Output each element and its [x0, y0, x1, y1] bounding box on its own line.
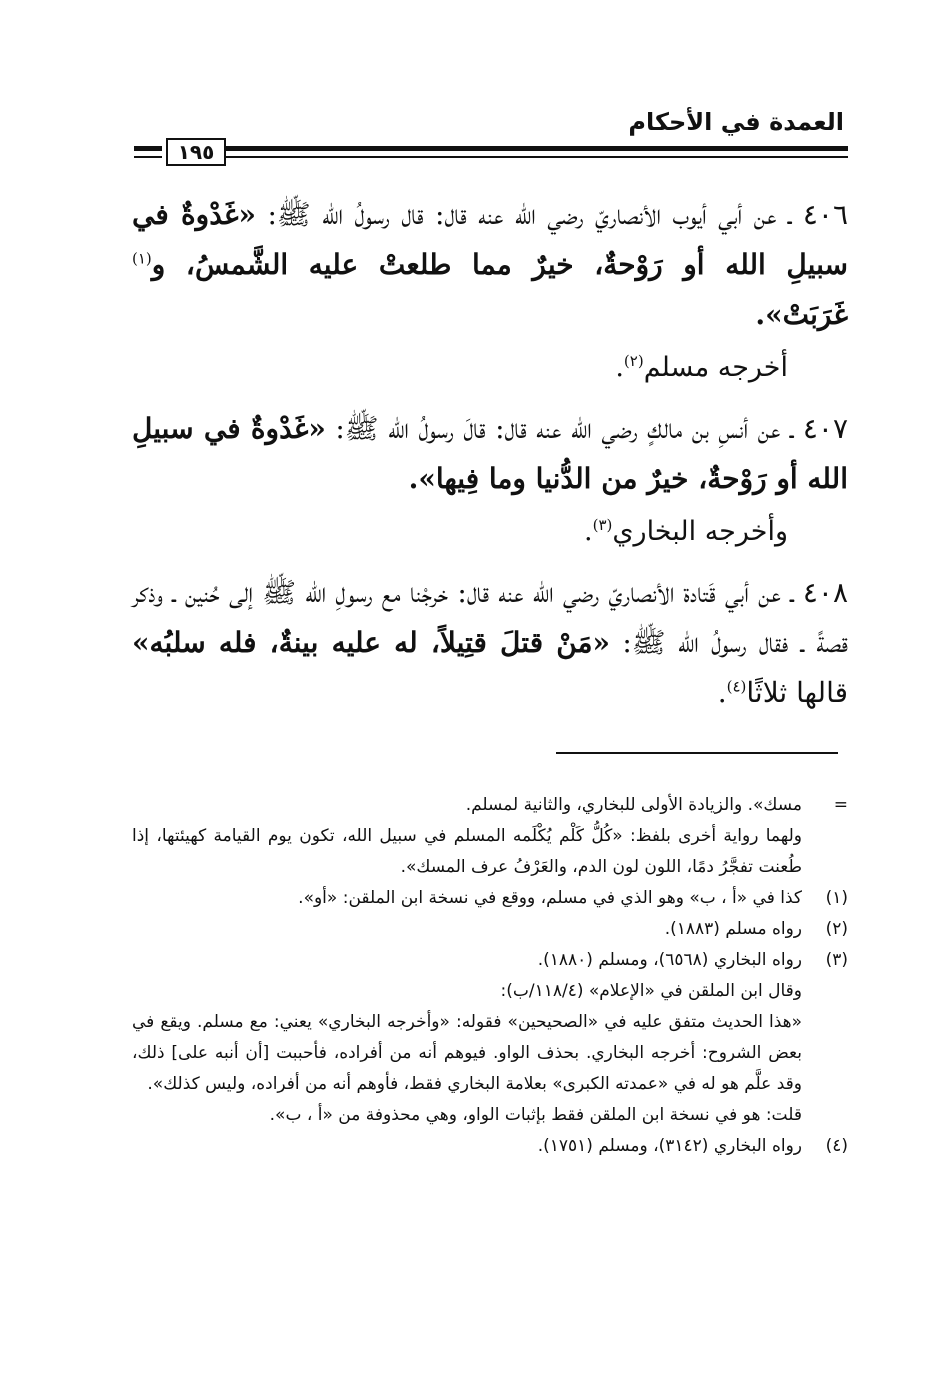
hadith-intro: ـ عن أنسِ بن مالكٍ رضي الله عنه قال: قالَ رسولُ الله ﷺ:	[325, 412, 803, 445]
footnote-3	[132, 945, 848, 976]
header-rule-left-thick	[134, 146, 162, 151]
footnote-marker: (٤)	[726, 677, 747, 696]
header-rule-left-thin	[134, 156, 162, 158]
takhrij-end: .	[615, 352, 624, 383]
footnote-marker: (١)	[132, 249, 152, 268]
hadith-number: ٤٠٨	[802, 576, 848, 609]
footnote-text: مسك». والزيادة الأولى للبخاري، والثانية لمسلم.	[465, 795, 802, 815]
hadith-tail-end: .	[717, 676, 727, 709]
footnote-marker: (٣)	[592, 516, 613, 534]
hadith-number: ٤٠٦	[802, 198, 848, 231]
page-header	[130, 102, 848, 164]
hadith-quote: «غَدْوةٌ في سبيلِ الله أو رَوْحةٌ، خيرٌ مما طلعتْ عليه الشَّمسُ، و	[132, 198, 848, 281]
footnote-2	[132, 914, 848, 945]
footnote-text: رواه البخاري (٦٥٦٨)، ومسلم (١٨٨٠).	[537, 950, 802, 970]
footnote-text: رواه مسلم (١٨٨٣).	[664, 919, 802, 939]
hadith-quote: «مَنْ قتلَ قتِيلاً، له عليه بينةٌ، فله سلبُه»	[132, 626, 611, 659]
footnote-mark: (٤)	[825, 1136, 848, 1156]
header-rule-thick	[226, 146, 848, 151]
takhrij-text: أخرجه مسلم	[643, 352, 788, 383]
header-rule-thin	[226, 156, 848, 158]
running-title: العمدة في الأحكام	[628, 108, 844, 136]
continuation-mark: =	[833, 795, 848, 815]
hadith-number: ٤٠٧	[802, 412, 848, 445]
hadith-quote-end: غَرَبَتْ».	[755, 298, 848, 331]
takhrij-406	[132, 346, 788, 390]
footnote-marker: (٢)	[623, 352, 644, 370]
footnote-text: «هذا الحديث متفق عليه في «الصحيحين» فقوله: «وأخرجه البخاري» يعني: مع مسلم. ويقع في بعض الشروح: أخرجه البخاري. بحذف الواو. فيوهم أنه من أفراده، فأحببت [أن أنبه على] ذلك، وقد علَّم هو له في «عمدته الكبرى» بعلامة البخاري فقط، فأوهم أنه من أفراده، وليس كذلك».	[132, 1012, 802, 1094]
footnote-continuation	[132, 790, 848, 821]
takhrij-407	[132, 510, 788, 554]
footnote-text: قلت: هو في نسخة ابن الملقن فقط بإثبات الواو، وهي محذوفة من «أ ، ب».	[269, 1105, 802, 1125]
hadith-intro: ـ عن أبي أيوب الأنصاريّ رضي الله عنه قال: قال رسولُ الله ﷺ:	[256, 198, 803, 231]
footnote-text: رواه البخاري (٣١٤٢)، ومسلم (١٧٥١).	[537, 1136, 802, 1156]
footnote-text: وقال ابن الملقن في «الإعلام» (١١٨/٤/ب):	[500, 981, 802, 1001]
footnote-4	[132, 1131, 848, 1162]
footnote-text: كذا في «أ ، ب» وهو الذي في مسلم، ووقع في نسخة ابن الملقن: «أو».	[298, 888, 802, 908]
footnotes	[132, 790, 848, 1162]
hadith-407	[132, 404, 848, 504]
main-text	[132, 190, 848, 732]
footnote-mark: (١)	[825, 888, 848, 908]
page-number: ١٩٥	[166, 138, 226, 166]
footnote-mark: (٣)	[825, 950, 848, 970]
hadith-quote: «غَدْوةٌ في سبيلِ الله أو رَوْحةٌ، خيرٌ من الدُّنيا وما فِيها».	[132, 412, 848, 495]
hadith-406	[132, 190, 848, 340]
hadith-intro: ـ عن أبي قَتادة الأنصاريّ رضي الله عنه قال: خرجْنا مع رسولِ الله ﷺ إلى حُنين ـ وذكر قصةً ـ فقال رسولُ الله ﷺ:	[132, 576, 848, 659]
footnote-text: ولهما رواية أخرى بلفظ: «كُلُّ كَلْم يُكْلَمه المسلم في سبيل الله، تكون يوم القيامة كهيئتها، إذا طُعنت تفجَّرُ دمًا، اللون لون الدم، والعَرْفُ عرف المسك».	[132, 826, 802, 877]
takhrij-text: وأخرجه البخاري	[612, 516, 788, 547]
hadith-408	[132, 568, 848, 718]
footnote-mark: (٢)	[825, 919, 848, 939]
footnote-separator	[556, 752, 838, 754]
takhrij-end: .	[584, 516, 593, 547]
footnote-1	[132, 883, 848, 914]
hadith-tail: قالها ثلاثًا	[746, 676, 848, 709]
